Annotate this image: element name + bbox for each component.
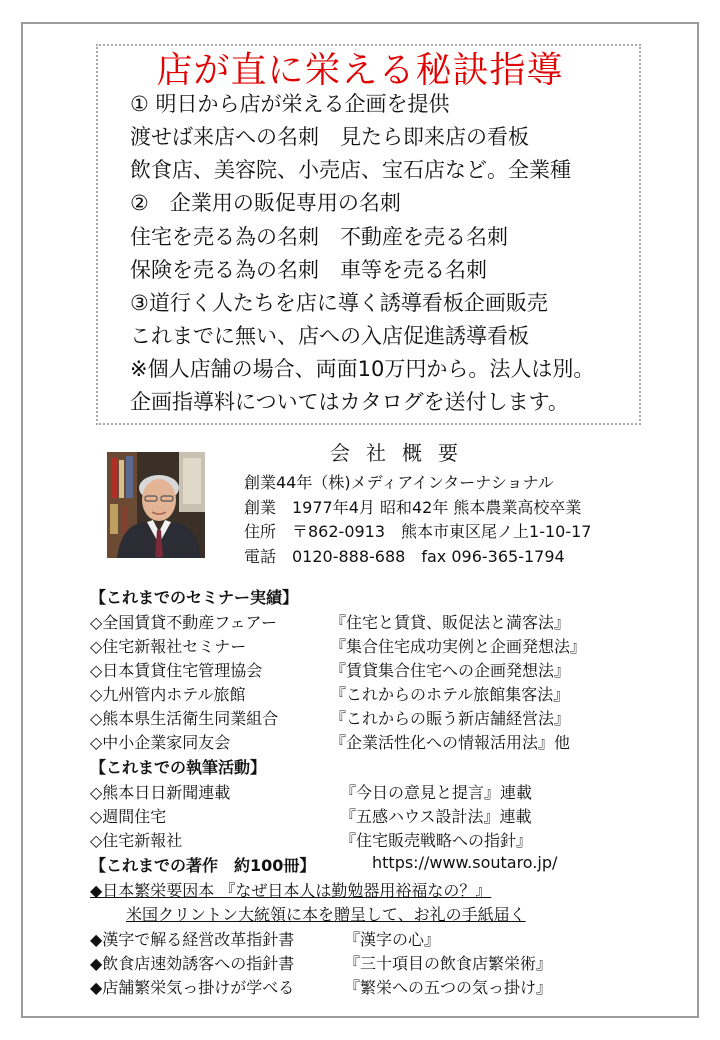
writing-media: ◇熊本日日新聞連載 xyxy=(90,783,231,802)
company-info-line: 住所 〒862-0913 熊本市東区尾ノ上1-10-17 xyxy=(244,522,592,541)
company-profile-heading: 会社概要 xyxy=(330,441,474,465)
seminars-heading: 【これまでのセミナー実績】 xyxy=(90,588,299,607)
seminar-topic: 『住宅と賃貸、販促法と満客法』 xyxy=(330,613,571,632)
seminar-topic: 『企業活性化への情報活用法』他 xyxy=(330,733,571,752)
intro-line: 住宅を売る為の名刺 不動産を売る名刺 xyxy=(130,225,508,249)
featured-book: ◆日本繁栄要因本 『なぜ日本人は勤勉器用裕福なの？』 xyxy=(90,881,492,900)
intro-line: 企画指導料についてはカタログを送付します。 xyxy=(130,390,569,414)
writing-media: ◇住宅新報社 xyxy=(90,831,183,850)
seminar-org: ◇中小企業家同友会 xyxy=(90,733,231,752)
seminar-topic: 『これからのホテル旅館集客法』 xyxy=(330,685,570,704)
writing-topic: 『今日の意見と提言』連載 xyxy=(340,783,533,802)
writing-media: ◇週間住宅 xyxy=(90,807,167,826)
website-url: https://www.soutaro.jp/ xyxy=(372,853,558,872)
profile-photo xyxy=(107,452,205,558)
book-title: 『漢字の心』 xyxy=(344,930,441,949)
intro-line: ③道行く人たちを店に導く誘導看板企画販売 xyxy=(130,291,548,315)
seminar-topic: 『賃貸集合住宅への企画発想法』 xyxy=(330,661,571,680)
book-desc: ◆店舗繁栄気っ掛けが学べる xyxy=(90,978,295,997)
seminar-org: ◇日本賃貸住宅管理協会 xyxy=(90,661,263,680)
writing-topic: 『住宅販売戦略への指針』 xyxy=(340,831,533,850)
page-title: 店が直に栄える秘訣指導 xyxy=(156,50,564,91)
intro-line: 保険を売る為の名刺 車等を売る名刺 xyxy=(130,258,487,282)
portrait-image xyxy=(107,452,205,558)
seminar-topic: 『集合住宅成功実例と企画発想法』 xyxy=(330,637,587,656)
book-desc: ◆飲食店速効誘客への指針書 xyxy=(90,954,295,973)
book-title: 『三十項目の飲食店繁栄術』 xyxy=(344,954,553,973)
seminar-org: ◇住宅新報社セミナー xyxy=(90,637,247,656)
intro-line: 渡せば来店への名刺 見たら即来店の看板 xyxy=(130,125,529,149)
featured-book-note: 米国クリントン大統領に本を贈呈して、お礼の手紙届く xyxy=(126,905,526,924)
company-info-line: 創業44年（株)メディアインターナショナル xyxy=(244,473,554,492)
writing-topic: 『五感ハウス設計法』連載 xyxy=(340,807,532,826)
company-info-line: 電話 0120-888-688 fax 096-365-1794 xyxy=(244,547,565,566)
seminar-org: ◇全国賃貸不動産フェアー xyxy=(90,613,278,632)
book-desc: ◆漢字で解る経営改革指針書 xyxy=(90,930,295,949)
intro-line: 飲食店、美容院、小売店、宝石店など。全業種 xyxy=(130,158,571,182)
writing-heading: 【これまでの執筆活動】 xyxy=(90,758,267,777)
intro-line: ② 企業用の販促専用の名刺 xyxy=(130,191,401,215)
seminar-topic: 『これからの賑う新店舗経営法』 xyxy=(330,709,571,728)
books-heading: 【これまでの著作 約100冊】 xyxy=(90,856,316,875)
company-info-line: 創業 1977年4月 昭和42年 熊本農業高校卒業 xyxy=(244,498,582,517)
intro-line: これまでに無い、店への入店促進誘導看板 xyxy=(130,324,529,348)
seminar-org: ◇九州管内ホテル旅館 xyxy=(90,685,246,704)
intro-line: ※個人店舗の場合、両面10万円から。法人は別。 xyxy=(130,357,595,381)
seminar-org: ◇熊本県生活衛生同業組合 xyxy=(90,709,279,728)
book-title: 『繁栄への五つの気っ掛け』 xyxy=(344,978,553,997)
intro-line: ① 明日から店が栄える企画を提供 xyxy=(130,92,450,116)
